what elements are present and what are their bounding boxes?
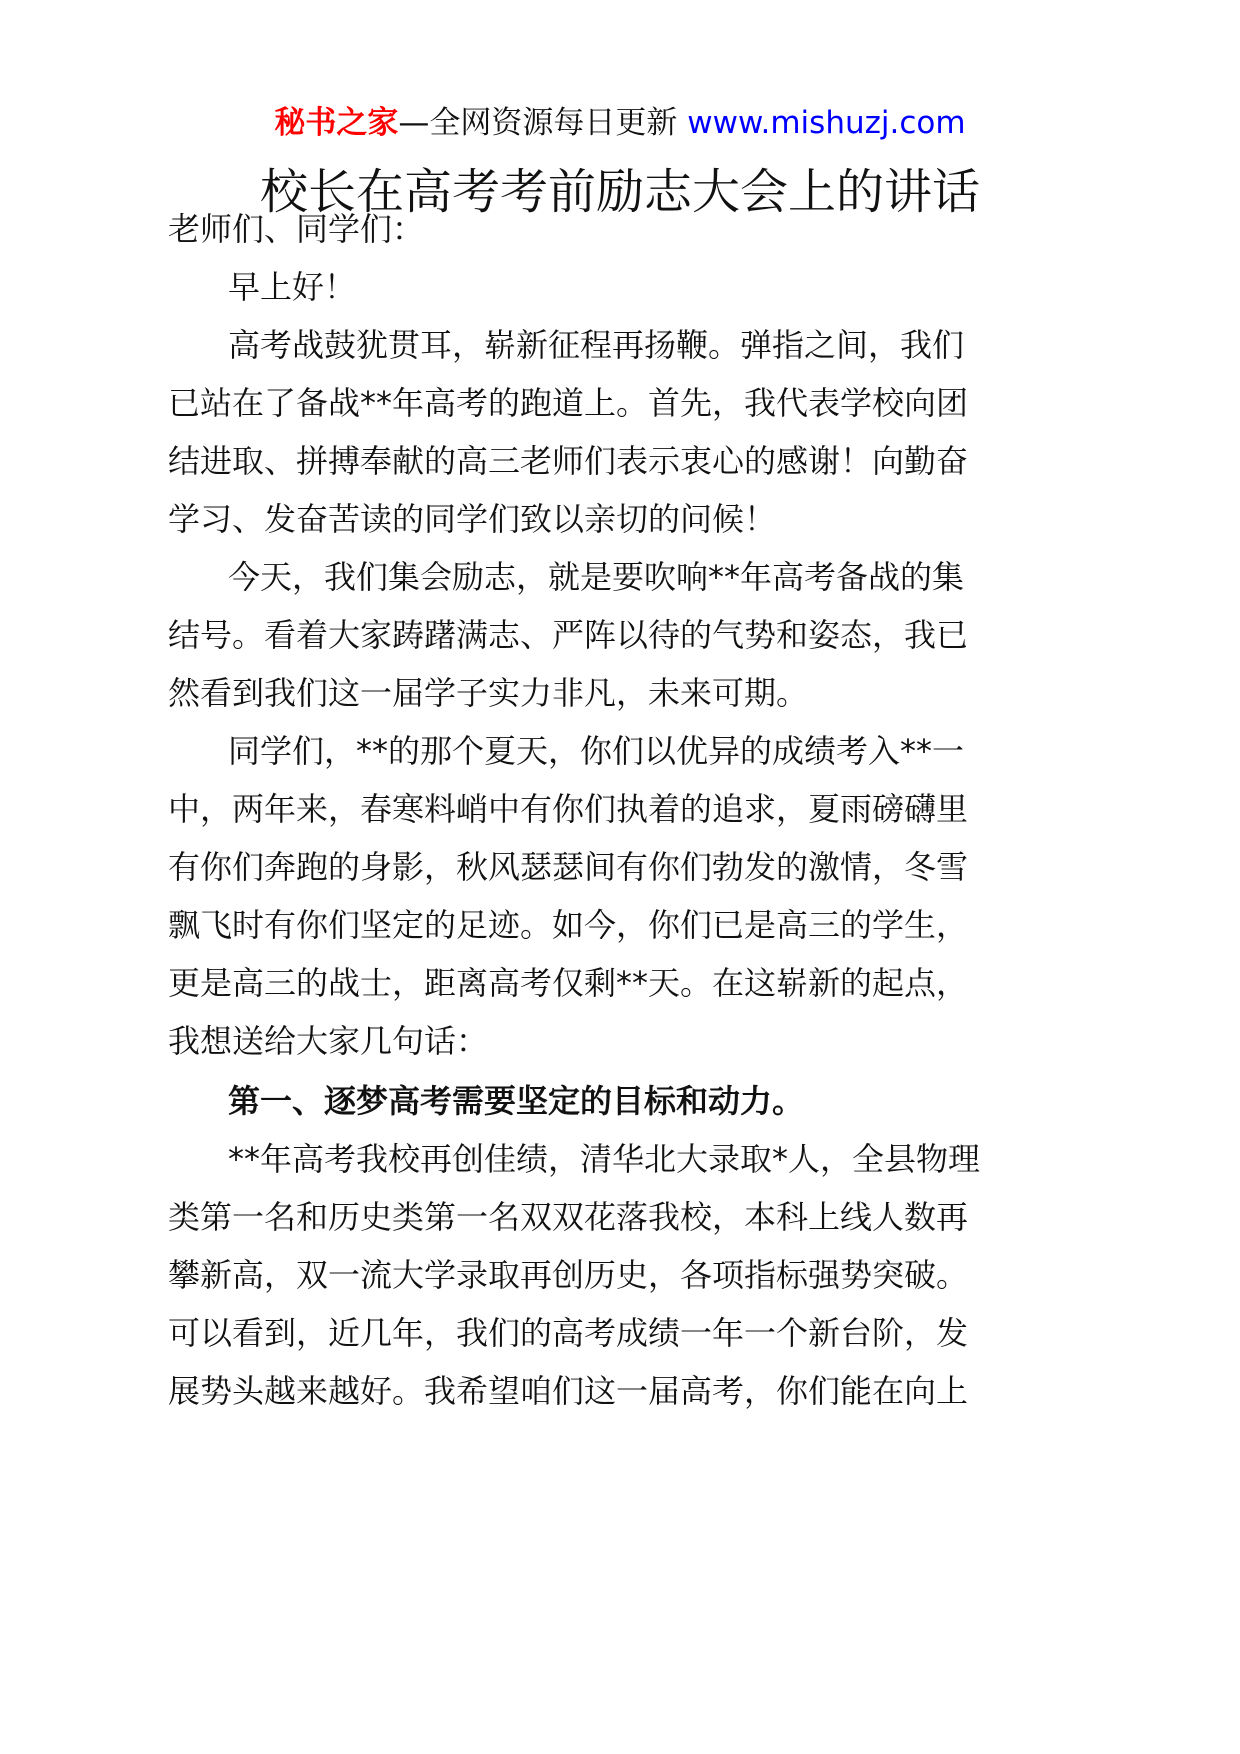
site-header <box>0 98 1240 148</box>
body-line: **年高考我校再创佳绩，清华北大录取*人，全县物理 <box>228 1140 981 1178</box>
body-line: 有你们奔跑的身影，秋风瑟瑟间有你们勃发的激情，冬雪 <box>168 848 969 886</box>
body-line: 更是高三的战士，距离高考仅剩**天。在这崭新的起点， <box>168 964 969 1002</box>
body-line: 可以看到，近几年，我们的高考成绩一年一个新台阶，发 <box>168 1314 969 1352</box>
body-line: 结号。看着大家踌躇满志、严阵以待的气势和姿态，我已 <box>168 616 969 654</box>
body-line: 飘飞时有你们坚定的足迹。如今，你们已是高三的学生， <box>168 906 969 944</box>
body-line: 今天，我们集会励志，就是要吹响**年高考备战的集 <box>228 558 965 596</box>
body-line: 然看到我们这一届学子实力非凡，未来可期。 <box>168 674 809 712</box>
body-line: 高考战鼓犹贯耳，崭新征程再扬鞭。弹指之间，我们 <box>228 326 965 364</box>
body-line: 展势头越来越好。我希望咱们这一届高考，你们能在向上 <box>168 1372 969 1410</box>
website-link[interactable]: www.mishuzj.com <box>687 105 966 141</box>
salutation: 老师们、同学们： <box>168 210 425 248</box>
header-tagline: —全网资源每日更新 <box>398 105 678 141</box>
document-title: 校长在高考考前励志大会上的讲话 <box>259 164 980 220</box>
body-line: 类第一名和历史类第一名双双花落我校，本科上线人数再 <box>168 1198 969 1236</box>
body-line: 结进取、拼搏奉献的高三老师们表示衷心的感谢！向勤奋 <box>168 442 969 480</box>
brand-name: 秘书之家 <box>274 105 399 141</box>
body-line: 学习、发奋苦读的同学们致以亲切的问候！ <box>168 500 777 538</box>
section-heading: 第一、逐梦高考需要坚定的目标和动力。 <box>228 1082 805 1120</box>
body-line: 我想送给大家几句话： <box>168 1022 489 1060</box>
body-line: 已站在了备战**年高考的跑道上。首先，我代表学校向团 <box>168 384 969 422</box>
body-line: 中，两年来，春寒料峭中有你们执着的追求，夏雨磅礴里 <box>168 790 969 828</box>
body-line: 攀新高，双一流大学录取再创历史，各项指标强势突破。 <box>168 1256 969 1294</box>
body-line: 同学们，**的那个夏天，你们以优异的成绩考入**一 <box>228 732 965 770</box>
greeting: 早上好！ <box>228 268 357 306</box>
